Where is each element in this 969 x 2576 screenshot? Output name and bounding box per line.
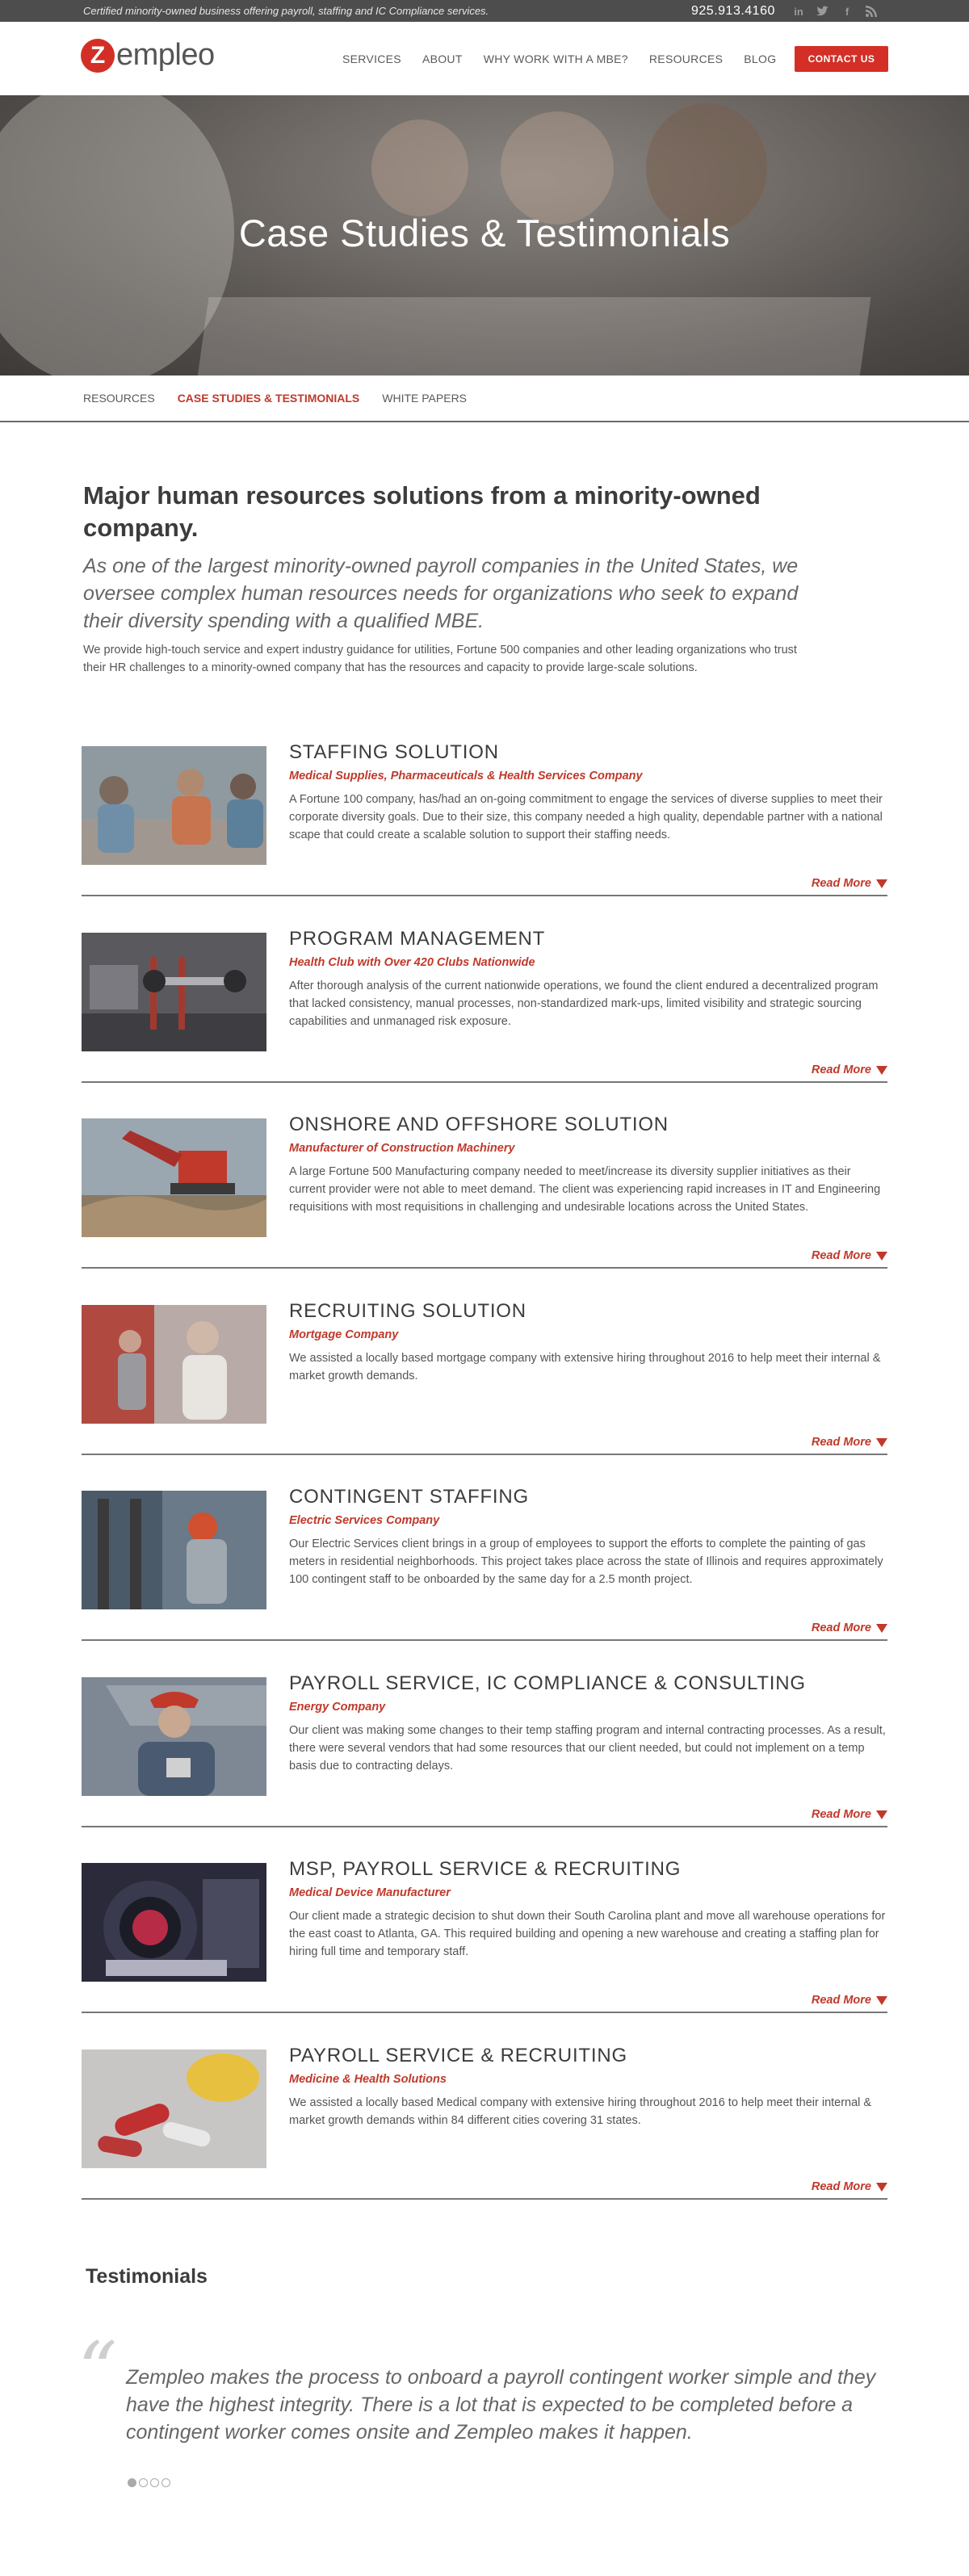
case-study-image[interactable] — [82, 1863, 266, 1982]
chevron-down-icon — [876, 1438, 887, 1447]
case-study-item — [82, 1672, 887, 1827]
case-study-item — [82, 1486, 887, 1641]
subnav-case-studies[interactable]: CASE STUDIES & TESTIMONIALS — [177, 392, 360, 405]
chevron-down-icon — [876, 1996, 887, 2005]
case-study-subtitle: Manufacturer of Construction Machinery — [289, 1142, 515, 1155]
case-study-title: ONSHORE AND OFFSHORE SOLUTION — [289, 1114, 669, 1135]
read-more-link[interactable] — [812, 877, 887, 890]
case-study-image[interactable] — [82, 2049, 266, 2168]
hero-photo-shape — [371, 120, 468, 216]
intro-lead: As one of the largest minority-owned payroll companies in the United States, we oversee complex human resources needs for organizations who seek to expand their diversity spending with a qualified MBE. — [83, 555, 799, 632]
top-bar — [0, 0, 969, 22]
read-more-label: Read More — [811, 1808, 871, 1821]
nav-blog[interactable]: BLOG — [744, 52, 777, 65]
case-study-description: We assisted a locally based mortgage company with extensive hiring throughout 2016 to help meet their internal & market growth demands. — [289, 1352, 881, 1382]
case-study-subtitle: Energy Company — [289, 1701, 386, 1714]
hero-photo-shape — [195, 297, 871, 375]
social-links — [791, 4, 879, 19]
case-study-subtitle: Medical Device Manufacturer — [289, 1886, 451, 1899]
case-study-title: PROGRAM MANAGEMENT — [289, 928, 546, 950]
rss-icon[interactable] — [864, 4, 879, 19]
carousel-dot[interactable] — [162, 2478, 170, 2487]
case-study-description: After thorough analysis of the current nationwide operations, we found the client endured a decentralized program that lacked consistency, manual processes, non-standardized mark-ups, limited visibility and strategic sourcing capabilities and unmanaged risk exposure. — [289, 980, 879, 1028]
case-study-title: STAFFING SOLUTION — [289, 741, 499, 763]
read-more-label: Read More — [811, 1249, 871, 1262]
case-study-description: We assisted a locally based Medical company with extensive hiring throughout 2016 to help meet their internal & market growth demands within 84 different cities covering 31 states. — [289, 2096, 872, 2127]
read-more-link[interactable] — [812, 1622, 887, 1634]
case-study-title: PAYROLL SERVICE, IC COMPLIANCE & CONSULTING — [289, 1672, 806, 1694]
carousel-dots — [128, 2478, 170, 2487]
chevron-down-icon — [876, 1252, 887, 1261]
carousel-dot[interactable] — [139, 2478, 148, 2487]
read-more-label: Read More — [811, 1994, 871, 2007]
read-more-label: Read More — [811, 2180, 871, 2193]
chevron-down-icon — [876, 1066, 887, 1075]
case-study-description: A large Fortune 500 Manufacturing company needed to meet/increase its diversity supplier initiatives as their current provider were not able to meet demand. The client was experiencing rapid increases in IT and Engineering requisitions with most requisitions in challenging and undesirable locations across the United States. — [289, 1165, 881, 1214]
chevron-down-icon — [876, 879, 887, 888]
case-study-title: CONTINGENT STAFFING — [289, 1486, 529, 1508]
read-more-label: Read More — [811, 1436, 871, 1449]
read-more-link[interactable] — [812, 2180, 887, 2193]
case-study-image[interactable] — [82, 746, 266, 865]
case-study-subtitle: Electric Services Company — [289, 1514, 440, 1527]
main-nav — [342, 52, 776, 65]
intro-heading: Major human resources solutions from a minority-owned company. — [83, 481, 761, 542]
read-more-link[interactable] — [812, 1994, 887, 2007]
case-study-item — [82, 1300, 887, 1455]
subnav-white-papers[interactable]: WHITE PAPERS — [382, 392, 468, 405]
read-more-link[interactable] — [812, 1808, 887, 1821]
case-study-title: PAYROLL SERVICE & RECRUITING — [289, 2045, 627, 2066]
case-study-image[interactable] — [82, 1118, 266, 1237]
intro-body: We provide high-touch service and expert industry guidance for utilities, Fortune 500 companies and other leading organizations who trust their HR challenges to a minority-owned company that has the resources and capacity to provide large-scale solutions. — [83, 644, 797, 674]
chevron-down-icon — [876, 1810, 887, 1819]
site-header — [0, 22, 969, 95]
hero-banner — [0, 95, 969, 375]
page-title: Case Studies & Testimonials — [238, 212, 731, 254]
case-study-description: Our Electric Services client brings in a group of employees to support the efforts to complete the painting of gas meters in residential neighborhoods. This project takes place across the state of Illinois and requires approximately 100 contingent staff to be onboarded by the same day for a 2.5 month project. — [289, 1538, 883, 1586]
case-study-image[interactable] — [82, 1491, 266, 1609]
case-study-title: MSP, PAYROLL SERVICE & RECRUITING — [289, 1858, 682, 1880]
case-study-subtitle: Medicine & Health Solutions — [289, 2073, 447, 2086]
carousel-dot[interactable] — [128, 2478, 136, 2487]
case-study-item — [82, 2045, 887, 2200]
linkedin-icon[interactable]: in — [794, 5, 803, 18]
case-study-subtitle: Medical Supplies, Pharmaceuticals & Health Services Company — [289, 770, 643, 782]
facebook-icon[interactable]: f — [845, 5, 849, 18]
subnav-resources[interactable]: RESOURCES — [83, 392, 155, 405]
carousel-dot[interactable] — [150, 2478, 159, 2487]
case-study-subtitle: Health Club with Over 420 Clubs Nationwide — [289, 956, 535, 969]
case-study-item — [82, 928, 887, 1083]
case-study-image[interactable] — [82, 933, 266, 1051]
read-more-link[interactable] — [812, 1064, 887, 1076]
sub-navigation — [0, 375, 969, 422]
phone-number[interactable]: 925.913.4160 — [691, 4, 775, 18]
case-study-image[interactable] — [82, 1305, 266, 1424]
contact-us-button[interactable]: CONTACT US — [795, 46, 888, 72]
zempleo-logo[interactable] — [81, 38, 215, 73]
chevron-down-icon — [876, 2183, 887, 2192]
testimonial-quote: Zempleo makes the process to onboard a payroll contingent worker simple and they have the highest integrity. There is a lot that is expected to be completed before a contingent worker comes onsite and Zempleo makes it happen. — [126, 2366, 876, 2444]
twitter-icon[interactable] — [816, 4, 830, 19]
hero-photo-shape — [501, 111, 614, 224]
case-study-image[interactable] — [82, 1677, 266, 1796]
nav-resources[interactable]: RESOURCES — [648, 52, 724, 65]
case-study-item — [82, 741, 887, 896]
logo-mark: Z — [81, 39, 115, 73]
nav-about[interactable]: ABOUT — [422, 52, 463, 65]
nav-services[interactable]: SERVICES — [342, 52, 401, 65]
read-more-label: Read More — [811, 877, 871, 890]
case-study-item — [82, 1858, 887, 2013]
case-study-item — [82, 1114, 887, 1269]
case-study-description: A Fortune 100 company, has/had an on-going commitment to engage the services of diverse supplies to meet their corporate diversity goals. Due to their size, this company needed a high quality, dependable partner with a national scape that could create a scalable solution to support their staffing needs. — [289, 793, 883, 841]
read-more-link[interactable] — [812, 1249, 887, 1262]
case-study-title: RECRUITING SOLUTION — [289, 1300, 526, 1322]
nav-why-mbe[interactable]: WHY WORK WITH A MBE? — [483, 52, 628, 65]
case-study-description: Our client was making some changes to their temp staffing program and internal contracting processes. As a result, there were several vendors that had some resources that our client needed, but could not implement on a temp basis due to contracting delays. — [289, 1724, 886, 1773]
quote-icon: “ — [78, 2326, 118, 2416]
case-study-subtitle: Mortgage Company — [289, 1328, 399, 1341]
logo-text: empleo — [116, 38, 215, 72]
tagline: Certified minority-owned business offering payroll, staffing and IC Compliance services. — [83, 5, 489, 17]
read-more-link[interactable] — [812, 1436, 887, 1449]
testimonials-heading: Testimonials — [86, 2265, 208, 2288]
case-study-description: Our client made a strategic decision to shut down their South Carolina plant and move all warehouse operations for the east coast to Atlanta, GA. This required building and opening a new warehouse and creating a staffing plan for hiring full time and temporary staff. — [289, 1910, 886, 1958]
read-more-label: Read More — [811, 1622, 871, 1634]
read-more-label: Read More — [811, 1064, 871, 1076]
chevron-down-icon — [876, 1624, 887, 1633]
